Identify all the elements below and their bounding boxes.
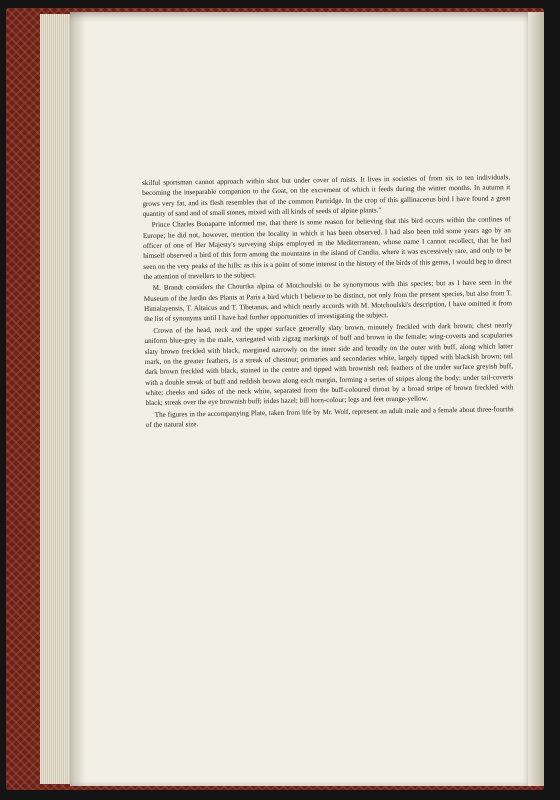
paragraph: Prince Charles Bonaparte informed me, that there is some reason for believing that this bird occurs within the confines of Europe; he did not, however, mention the locality in which it has been observed. I had also been told some years ago by an officer of one of Her Majesty's surveying ships employed in the Mediterranean, whose name I cannot recollect, that he had himself observed a bird of this form among the mountains in the island of Candia, where it was excessively rare, and only to be seen on the very peaks of the hills: as this is a point of some interest in the history of the birds of this genus, I would beg to direct the attention of travellers to the subject.: [142, 215, 512, 282]
paragraph: M. Brandt considers the Chourtka alpina of Motchoulski to be synonymous with this species; but as I have seen in the Museum of the Jardin des Plants at Paris a bird which I believe to be distinct, not only from the present species, but also from T. Himalayensis, T. Altaicus and T. Tibetanus, and which nearly accords with M. Motchoulski's description, I have omitted it from the list of synonyms until I have had further opportunities of investigating the subject.: [143, 278, 513, 324]
paragraph: Crown of the head, neck and the upper surface generally slaty brown, minutely freckled with dark brown; chest nearly uniform blue-grey in the male, variegated with zigzag markings of buff and brown in the female; wing-coverts and scapularies slaty brown freckled with black, margined narrowly on the inner side and broadly on the outer with buff, along which latter mark, on the greater feathers, is a streak of chestnut; primaries and secondaries white, largely tipped with blackish brown; tail dark brown freckled with black, stained in the centre and tipped with brownish red; feathers of the under surface greyish buff, with a double streak of buff and reddish brown along each margin, forming a series of stripes along the body; under tail-coverts white; cheeks and sides of the neck white, separated from the buff-coloured throat by a broad stripe of brown freckled with black; streak over the eye brownish buff; irides hazel; bill horn-colour; legs and feet orange-yellow.: [144, 321, 514, 408]
page-gutter-shadow: [70, 12, 86, 786]
body-text: [142, 172, 514, 430]
paragraph: skilful sportsman cannot approach within shot but under cover of mists. It lives in societies of from six to ten individuals, becoming the inseparable companion to the Goat, on the excrement of which it feeds during the winter months. In autumn it grows very fat, and its flesh resembles that of the common Partridge. In the crop of this gallinaceous bird I have found a great quantity of sand and of small stones, mixed with all kinds of seeds of alpine plants.": [142, 173, 511, 219]
paragraph: The figures in the accompanying Plate, taken from life by Mr. Wolf, represent an adult male and a female about three-fourths of the natural size.: [145, 404, 514, 429]
page-right-edge: [528, 12, 544, 786]
page-top-shadow: [70, 12, 530, 22]
